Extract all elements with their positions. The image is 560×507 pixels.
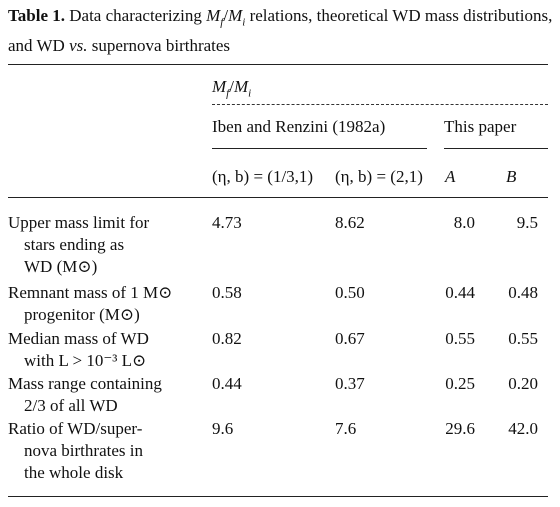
cell-r4-c2: 0.37 bbox=[335, 374, 365, 393]
cell-r5-cb: 42.0 bbox=[508, 419, 538, 438]
cell-r3-c1: 0.82 bbox=[212, 329, 242, 348]
header-this-paper: This paper bbox=[444, 117, 517, 136]
header-col-eta-1: (η, b) = (1/3,1) bbox=[212, 167, 314, 186]
cell-r5-c1: 9.6 bbox=[212, 419, 234, 438]
header-col-b: B bbox=[506, 167, 517, 186]
cell-r2-c1: 0.58 bbox=[212, 283, 242, 302]
group-header-mf-mi: $M_f/M_i$ bbox=[212, 77, 252, 100]
cell-r4-cb: 0.20 bbox=[508, 374, 538, 393]
table-row-label: Mass range containing 2/3 of all WD bbox=[8, 374, 162, 415]
cell-r3-c2: 0.67 bbox=[335, 329, 365, 348]
rule-this-paper-group bbox=[444, 148, 548, 149]
table-caption: Table 1. Data characterizing $M_f/M_i$ relations, theoretical WD mass distributions, and WD vs. supernova birthrates bbox=[8, 6, 553, 56]
header-iben-renzini: Iben and Renzini (1982a) bbox=[212, 117, 386, 136]
cell-r1-cb: 9.5 bbox=[516, 213, 538, 232]
cell-r5-ca: 29.6 bbox=[445, 419, 475, 438]
cell-r1-c2: 8.62 bbox=[335, 213, 365, 232]
cell-r4-c1: 0.44 bbox=[212, 374, 242, 393]
cell-r1-ca: 8.0 bbox=[453, 213, 475, 232]
table-row-label: Ratio of WD/super- nova birthrates in the whole disk bbox=[8, 419, 143, 482]
header-bottom-rule bbox=[8, 197, 548, 198]
cell-r2-ca: 0.44 bbox=[445, 283, 475, 302]
cell-r3-cb: 0.55 bbox=[508, 329, 538, 348]
header-col-eta-2: (η, b) = (2,1) bbox=[335, 167, 423, 186]
cell-r5-c2: 7.6 bbox=[335, 419, 357, 438]
cell-r4-ca: 0.25 bbox=[445, 374, 475, 393]
top-rule bbox=[8, 64, 548, 65]
header-col-a: A bbox=[445, 167, 456, 186]
rule-iben-group bbox=[212, 148, 427, 149]
table-row-label: Upper mass limit for stars ending as WD (M⊙) bbox=[8, 213, 150, 276]
bottom-rule bbox=[8, 496, 548, 497]
cell-r2-c2: 0.50 bbox=[335, 283, 365, 302]
table-row-label: Remnant mass of 1 M⊙ progenitor (M⊙) bbox=[8, 283, 173, 324]
group-dashed-rule bbox=[212, 104, 548, 105]
cell-r1-c1: 4.73 bbox=[212, 213, 242, 232]
cell-r2-cb: 0.48 bbox=[508, 283, 538, 302]
cell-r3-ca: 0.55 bbox=[445, 329, 475, 348]
table-row-label: Median mass of WD with L > 10⁻³ L⊙ bbox=[8, 329, 149, 370]
table-number: Table 1. bbox=[8, 6, 66, 25]
